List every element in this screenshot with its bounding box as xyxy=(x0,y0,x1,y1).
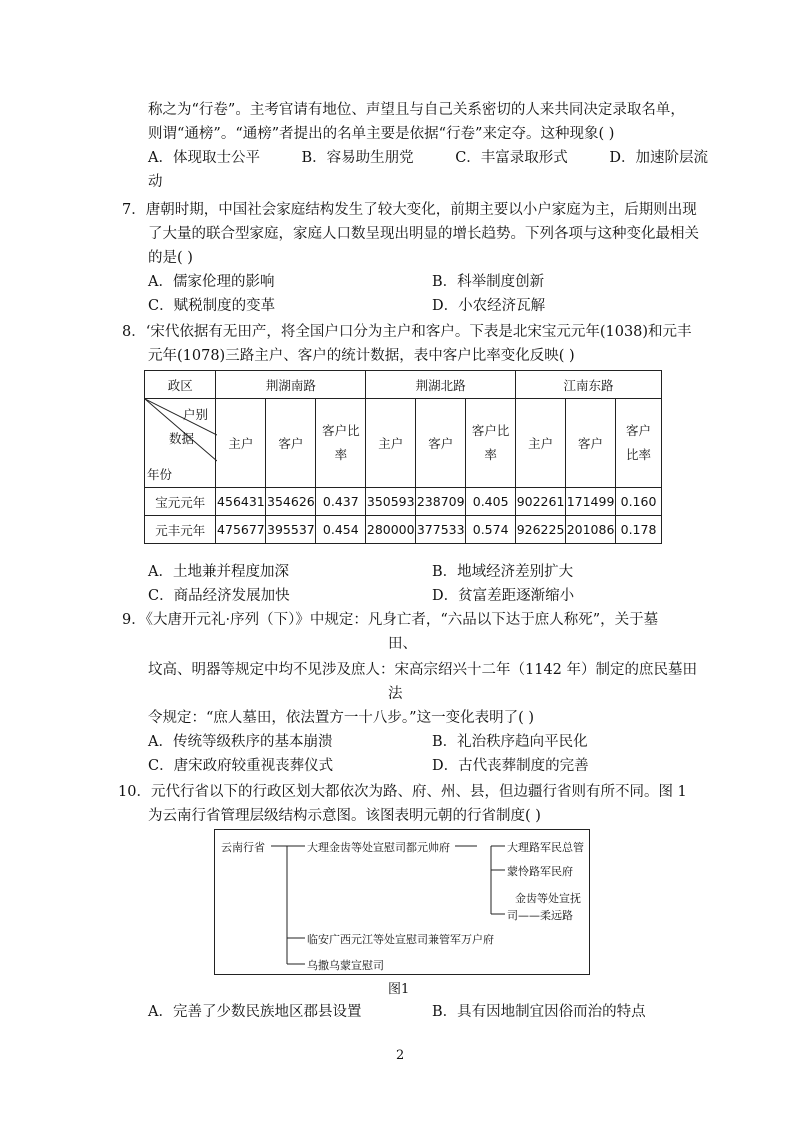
header-region-3: 江南东路 xyxy=(516,371,662,399)
q8-option-d[interactable]: D．贫富差距逐渐缩小 xyxy=(432,588,575,604)
subcol-kehu: 客户 xyxy=(416,399,466,488)
subcol-zhuhu: 主户 xyxy=(366,399,416,488)
q10-line2: 为云南行省管理层级结构示意图。该图表明元朝的行省制度( ) xyxy=(148,808,541,824)
q8-line1: 8．‘宋代依据有无田产，将全国户口分为主户和客户。下表是北宋宝元元年(1038)和元丰 xyxy=(122,324,692,340)
header-region: 政区 xyxy=(145,371,216,399)
table-cell: 475677 xyxy=(216,516,266,544)
table-cell: 0.160 xyxy=(616,488,662,516)
q10-line1: 10．元代行省以下的行政区划大都依次为路、府、州、县，但边疆行省则有所不同。图 1 xyxy=(118,784,687,800)
q9-line2-wrap: 法 xyxy=(388,686,403,702)
q6-line1: 称之为“行卷”。主考官请有地位、声望且与自己关系密切的人来共同决定录取名单， xyxy=(148,102,685,118)
table-row xyxy=(145,516,662,544)
subcol-ratio: 客户比率 xyxy=(466,399,516,488)
q10-option-a[interactable]: A．完善了少数民族地区郡县设置 xyxy=(148,1004,362,1020)
subcol-ratio: 客户比率 xyxy=(316,399,366,488)
q6-options xyxy=(148,148,708,168)
q6-option-a[interactable]: A．体现取士公平 xyxy=(148,150,260,166)
figure-caption: 图1 xyxy=(388,982,410,997)
q8-option-c[interactable]: C．商品经济发展加快 xyxy=(148,588,290,604)
subcol-ratio: 客户比率 xyxy=(616,399,662,488)
q7-option-d[interactable]: D．小农经济瓦解 xyxy=(432,298,546,314)
table-cell: 0.574 xyxy=(466,516,516,544)
node-dali-lu: 大理路军民总管 xyxy=(507,841,584,854)
diag-label-hubie: 户别 xyxy=(183,407,209,422)
q8-line2: 元年(1078)三路主户、客户的统计数据，表中客户比率变化反映( ) xyxy=(148,348,575,364)
table-cell: 902261 xyxy=(516,488,566,516)
table-cell: 0.405 xyxy=(466,488,516,516)
page-number: 2 xyxy=(396,1048,405,1063)
table-cell: 350593 xyxy=(366,488,416,516)
node-linan-guangxi: 临安广西元江等处宣慰司兼管军万户府 xyxy=(307,933,494,946)
subcol-zhuhu: 主户 xyxy=(516,399,566,488)
yunnan-structure-diagram xyxy=(214,829,590,975)
subcol-kehu: 客户 xyxy=(266,399,316,488)
q6-option-d[interactable]: D．加速阶层流 xyxy=(609,150,708,166)
table-cell: 0.437 xyxy=(316,488,366,516)
q6-option-b[interactable]: B．容易助生朋党 xyxy=(301,150,414,166)
q9-line2: 坟高、明器等规定中均不见涉及庶人：宋高宗绍兴十二年（1142 年）制定的庶民墓田 xyxy=(148,662,698,678)
node-dali-jinchi: 大理金齿等处宣慰司都元帅府 xyxy=(307,841,450,854)
q9-line1: 9．《大唐开元礼·序列（下）》中规定：凡身亡者，“六品以下达于庶人称死”，关于墓 xyxy=(122,612,659,628)
q7-line1: 7．唐朝时期，中国社会家庭结构发生了较大变化，前期主要以小户家庭为主，后期则出现 xyxy=(122,202,697,218)
table-cell: 395537 xyxy=(266,516,316,544)
q6-line2: 则谓“通榜”。“通榜”者提出的名单主要是依据“行卷”来定夺。这种现象( ) xyxy=(148,126,615,142)
table-subheader-row xyxy=(145,399,662,488)
row-year: 元丰元年 xyxy=(145,516,216,544)
table-cell: 0.178 xyxy=(616,516,662,544)
row-year: 宝元元年 xyxy=(145,488,216,516)
q6-option-c[interactable]: C．丰富录取形式 xyxy=(455,150,568,166)
household-stats-table xyxy=(144,370,662,544)
node-wusa-wumeng: 乌撒乌蒙宣慰司 xyxy=(307,959,384,972)
diagonal-header-cell xyxy=(145,399,216,488)
q9-line3: 令规定：“庶人墓田，依法置方一十八步。”这一变化表明了( ) xyxy=(148,710,534,726)
diag-label-shuju: 数据 xyxy=(169,431,195,446)
q9-option-d[interactable]: D．古代丧葬制度的完善 xyxy=(432,758,589,774)
node-rouyuan-lu: 司——柔远路 xyxy=(507,909,573,922)
table-cell: 280000 xyxy=(366,516,416,544)
table-cell: 171499 xyxy=(566,488,616,516)
table-cell: 201086 xyxy=(566,516,616,544)
q8-option-a[interactable]: A．土地兼并程度加深 xyxy=(148,564,289,580)
table-header-row xyxy=(145,371,662,399)
subcol-zhuhu: 主户 xyxy=(216,399,266,488)
q7-option-c[interactable]: C．赋税制度的变革 xyxy=(148,298,276,314)
table-cell: 926225 xyxy=(516,516,566,544)
q9-option-c[interactable]: C．唐宋政府较重视丧葬仪式 xyxy=(148,758,334,774)
q7-option-b[interactable]: B．科举制度创新 xyxy=(432,274,545,290)
q9-line1-wrap: 田、 xyxy=(388,636,417,652)
header-region-2: 荆湖北路 xyxy=(366,371,516,399)
q8-option-b[interactable]: B．地域经济差别扩大 xyxy=(432,564,574,580)
table-cell: 0.454 xyxy=(316,516,366,544)
q10-option-b[interactable]: B．具有因地制宜因俗而治的特点 xyxy=(432,1004,646,1020)
table-row xyxy=(145,488,662,516)
q9-option-b[interactable]: B．礼治秩序趋向平民化 xyxy=(432,734,588,750)
table-cell: 238709 xyxy=(416,488,466,516)
q9-option-a[interactable]: A．传统等级秩序的基本崩溃 xyxy=(148,734,333,750)
node-menglian-lu: 蒙怜路军民府 xyxy=(507,865,573,878)
diag-label-nianfen: 年份 xyxy=(147,467,173,482)
subcol-kehu: 客户 xyxy=(566,399,616,488)
header-region-1: 荆湖南路 xyxy=(216,371,366,399)
node-yunnan-province: 云南行省 xyxy=(221,841,265,854)
table-cell: 354626 xyxy=(266,488,316,516)
q7-line3: 的是( ) xyxy=(148,250,193,266)
q7-option-a[interactable]: A．儒家伦理的影响 xyxy=(148,274,275,290)
table-cell: 377533 xyxy=(416,516,466,544)
q7-line2: 了大量的联合型家庭，家庭人口数呈现出明显的增长趋势。下列各项与这种变化最相关 xyxy=(148,226,699,242)
q6-option-wrap: 动 xyxy=(148,174,163,190)
table-cell: 456431 xyxy=(216,488,266,516)
node-jinchi-xuanfu: 金齿等处宣抚 xyxy=(515,892,581,905)
